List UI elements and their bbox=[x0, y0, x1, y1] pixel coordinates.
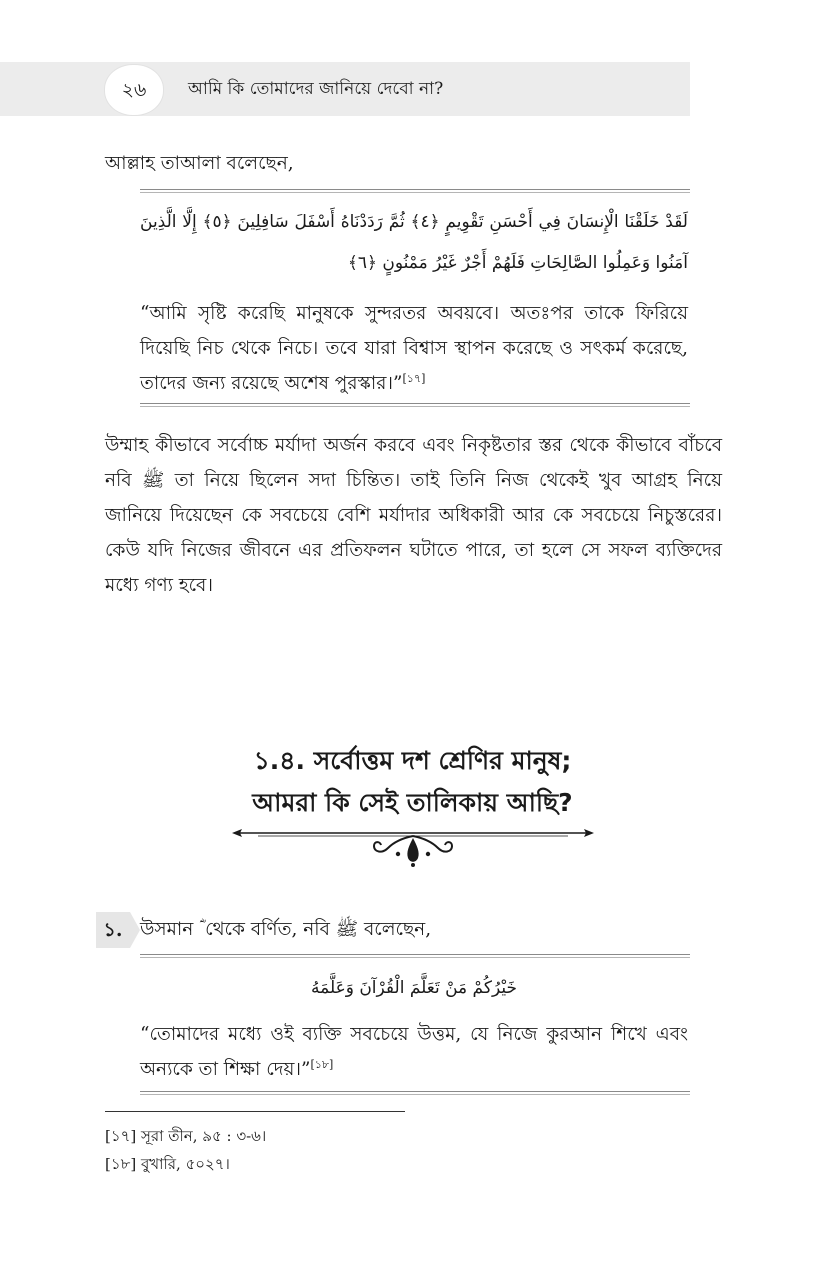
item1-translation bbox=[140, 1017, 688, 1087]
quote1-bottom-rule bbox=[140, 403, 690, 407]
item-badge-tip bbox=[130, 912, 140, 948]
quote1-translation bbox=[140, 296, 688, 401]
ornament-divider-icon bbox=[228, 822, 598, 868]
footnote-18: [১৮] বুখারি, ৫০২৭। bbox=[105, 1155, 230, 1173]
item1-top-rule bbox=[140, 954, 690, 958]
section-heading-line2: আমরা কি সেই তালিকায় আছি? bbox=[252, 788, 573, 817]
header-band-tip bbox=[660, 62, 688, 116]
running-title: আমি কি তোমাদের জানিয়ে দেবো না? bbox=[188, 79, 444, 99]
quote1-translation-text: “আমি সৃষ্টি করেছি মানুষকে সুন্দরতর অবয়বে। অতঃপর তাকে ফিরিয়ে দিয়েছি নিচ থেকে নিচে। তবে যারা বিশ্বাস স্থাপন করেছে ও সৎকর্ম করেছে, তাদের জন্য রয়েছে অশেষ পুরস্কার।” bbox=[140, 303, 688, 394]
page-number: ২৬ bbox=[104, 64, 164, 116]
item1-narration: উসমান ؓ থেকে বর্ণিত, নবি ﷺ বলেছেন, bbox=[140, 919, 432, 940]
body-paragraph: উম্মাহ কীভাবে সর্বোচ্চ মর্যাদা অর্জন করবে এবং নিকৃষ্টতার স্তর থেকে কীভাবে বাঁচবে নবি ﷺ তা নিয়ে ছিলেন সদা চিন্তিত। তাই তিনি নিজ থেকেই খুব আগ্রহ নিয়ে জানিয়ে দিয়েছেন কে সবচেয়ে বেশি মর্যাদার অধিকারী আর কে সবচেয়ে নিচুস্তরের। কেউ যদি নিজের জীবনে এর প্রতিফলন ঘটাতে পারে, তা হলে সে সফল ব্যক্তিদের মধ্যে গণ্য হবে। bbox=[105, 435, 722, 596]
footnote-ref-17[interactable]: [১৭] bbox=[402, 371, 426, 385]
footnote-ref-18[interactable]: [১৮] bbox=[310, 1057, 334, 1071]
section-heading-line1: ১.৪. সর্বোত্তম দশ শ্রেণির মানুষ; bbox=[253, 746, 572, 775]
item1-arabic: خَيْرُكُمْ مَنْ تَعَلَّمَ الْقُرْآنَ وَعَلَّمَهُ bbox=[311, 978, 517, 998]
intro-text: আল্লাহ তাআলা বলেছেন, bbox=[105, 153, 294, 174]
quote1-arabic: لَقَدْ خَلَقْنَا الْإِنسَانَ فِي أَحْسَنِ تَقْوِيمٍ ﴿٤﴾ ثُمَّ رَدَدْنَاهُ أَسْفَلَ سَافِلِينَ ﴿٥﴾ إِلَّا الَّذِينَ آمَنُوا وَعَمِلُوا الصَّالِحَاتِ فَلَهُمْ أَجْرٌ غَيْرُ مَمْنُونٍ ﴿٦﴾ bbox=[140, 212, 688, 273]
item1-bottom-rule bbox=[140, 1091, 690, 1095]
item1-translation-text: “তোমাদের মধ্যে ওই ব্যক্তি সবচেয়ে উত্তম, যে নিজে কুরআন শিখে এবং অন্যকে তা শিক্ষা দেয়।” bbox=[140, 1024, 688, 1080]
item-number-badge: ১. bbox=[96, 912, 130, 948]
footnote-17: [১৭] সূরা তীন, ৯৫ : ৩-৬। bbox=[105, 1127, 267, 1145]
quote1-top-rule bbox=[140, 189, 690, 193]
footnote-separator bbox=[105, 1111, 405, 1112]
